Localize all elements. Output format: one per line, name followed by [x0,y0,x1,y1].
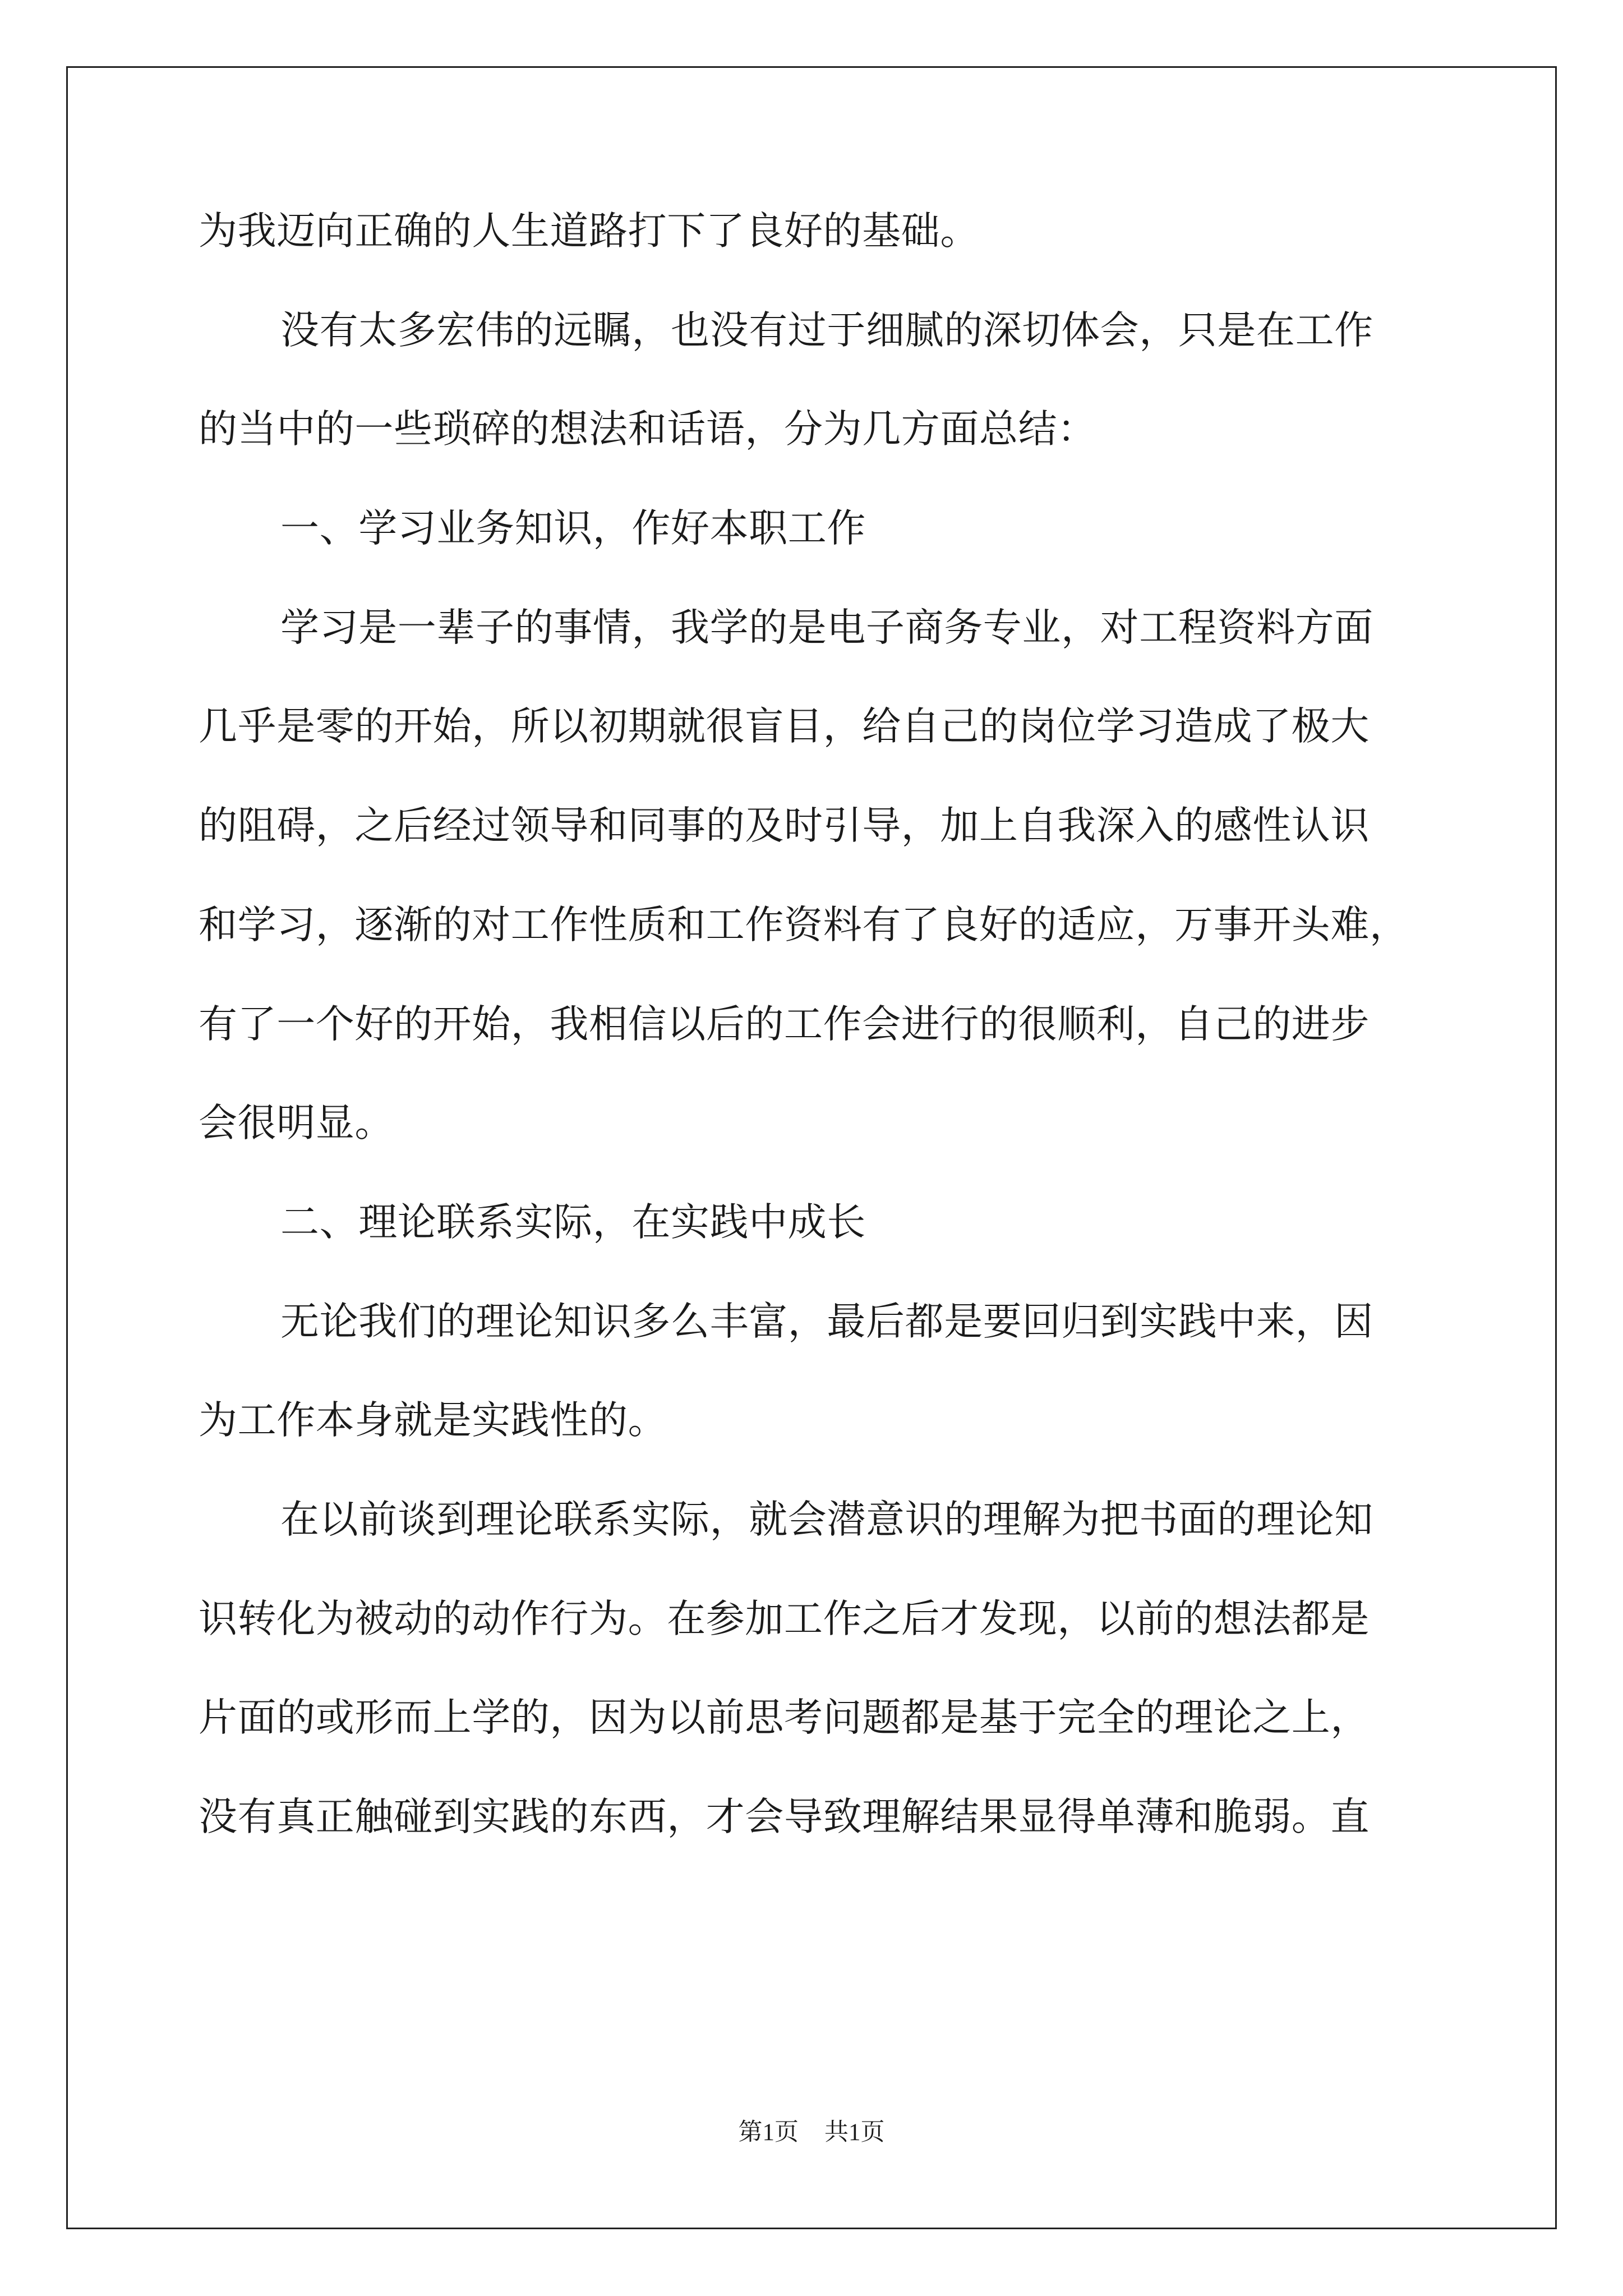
text-line: 的当中的一些琐碎的想法和话语，分为几方面总结： [199,407,1096,452]
text-line: 识转化为被动的动作行为。在参加工作之后才发现，以前的想法都是 [199,1596,1370,1641]
text-line: 片面的或形而上学的，因为以前思考问题都是基于完全的理论之上， [199,1695,1370,1740]
text-line: 为工作本身就是实践性的。 [199,1398,667,1443]
text-line: 和学习，逐渐的对工作性质和工作资料有了良好的适应，万事开头难， [199,903,1409,947]
page-footer [0,2116,1623,2150]
text-line: 无论我们的理论知识多么丰富，最后都是要回归到实践中来，因 [280,1299,1373,1344]
text-line: 没有真正触碰到实践的东西，才会导致理解结果显得单薄和脆弱。直 [199,1795,1370,1839]
page-number: 第1页 [738,2119,799,2146]
text-line: 有了一个好的开始，我相信以后的工作会进行的很顺利，自己的进步 [199,1002,1370,1047]
text-line: 没有太多宏伟的远瞩，也没有过于细腻的深切体会，只是在工作 [280,308,1373,353]
text-line: 几乎是零的开始，所以初期就很盲目，给自己的岗位学习造成了极大 [199,704,1370,749]
text-line: 会很明显。 [199,1101,394,1145]
text-line: 学习是一辈子的事情，我学的是电子商务专业，对工程资料方面 [280,605,1373,650]
text-line: 的阻碍，之后经过领导和同事的及时引导，加上自我深入的感性认识 [199,803,1370,848]
text-line: 为我迈向正确的人生道路打下了良好的基础。 [199,209,979,254]
page-total: 共1页 [824,2119,885,2146]
text-line: 在以前谈到理论联系实际，就会潜意识的理解为把书面的理论知 [280,1497,1373,1542]
section-heading: 一、学习业务知识，作好本职工作 [280,506,866,551]
section-heading: 二、理论联系实际，在实践中成长 [280,1200,866,1245]
